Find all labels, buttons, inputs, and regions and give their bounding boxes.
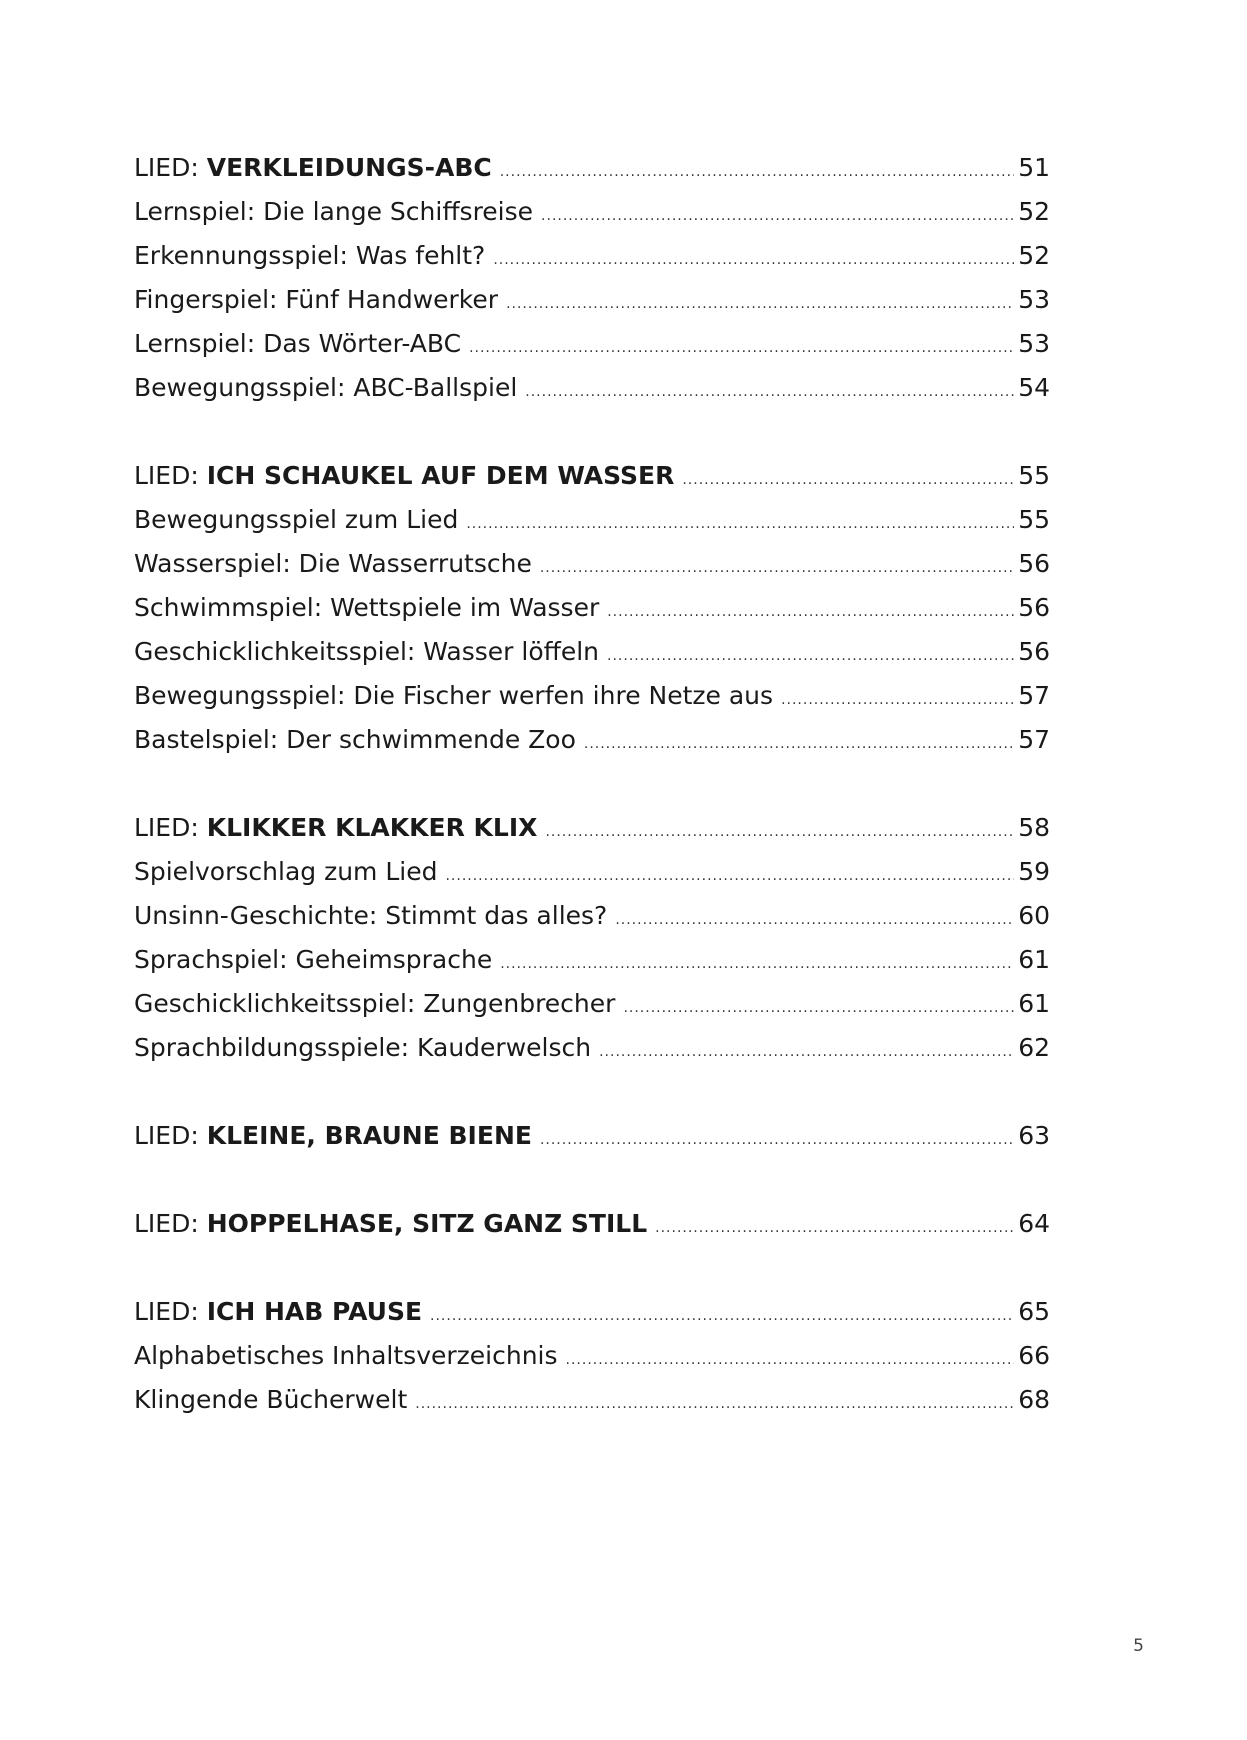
toc-entry-title: Fingerspiel: Fünf Handwerker xyxy=(134,285,499,314)
toc-page-number: 60 xyxy=(1018,901,1050,930)
dot-leader xyxy=(493,238,1014,282)
toc-entry[interactable] xyxy=(134,190,1050,234)
toc-entry[interactable] xyxy=(134,278,1050,322)
toc-page-number: 56 xyxy=(1018,549,1050,578)
table-of-contents xyxy=(134,146,1050,1466)
toc-entry-title: Spielvorschlag zum Lied xyxy=(134,857,438,886)
toc-page-number: 51 xyxy=(1018,153,1050,182)
toc-page-number: 63 xyxy=(1018,1121,1050,1150)
toc-entry[interactable] xyxy=(134,938,1050,982)
toc-song-entry[interactable] xyxy=(134,1114,1050,1158)
toc-page-number: 66 xyxy=(1018,1341,1050,1370)
toc-song-entry[interactable] xyxy=(134,146,1050,190)
toc-section xyxy=(134,806,1050,1070)
toc-page-number: 68 xyxy=(1018,1385,1050,1414)
dot-leader xyxy=(781,678,1014,722)
dot-leader xyxy=(584,722,1014,766)
toc-entry-title: Sprachbildungsspiele: Kauderwelsch xyxy=(134,1033,592,1062)
toc-entry[interactable] xyxy=(134,850,1050,894)
toc-section xyxy=(134,1290,1050,1422)
toc-page-number: 64 xyxy=(1018,1209,1050,1238)
toc-section xyxy=(134,1114,1050,1158)
toc-entry[interactable] xyxy=(134,1026,1050,1070)
toc-entry-title: Wasserspiel: Die Wasserrutsche xyxy=(134,549,532,578)
dot-leader xyxy=(599,1030,1014,1074)
toc-page-number: 55 xyxy=(1018,461,1050,490)
toc-page-number: 53 xyxy=(1018,285,1050,314)
toc-entry-title: Lernspiel: Das Wörter-ABC xyxy=(134,329,462,358)
dot-leader xyxy=(525,370,1014,414)
toc-page-number: 52 xyxy=(1018,197,1050,226)
dot-leader xyxy=(607,590,1014,634)
toc-entry[interactable] xyxy=(134,234,1050,278)
toc-section xyxy=(134,1202,1050,1246)
toc-entry-title: Geschicklichkeitsspiel: Wasser löffeln xyxy=(134,637,600,666)
toc-page-number: 58 xyxy=(1018,813,1050,842)
toc-section xyxy=(134,454,1050,762)
toc-entry-title: Bewegungsspiel: ABC-Ballspiel xyxy=(134,373,518,402)
dot-leader xyxy=(415,1382,1014,1426)
toc-entry[interactable] xyxy=(134,674,1050,718)
toc-entry-title: Schwimmspiel: Wettspiele im Wasser xyxy=(134,593,600,622)
toc-entry-title: Unsinn-Geschichte: Stimmt das alles? xyxy=(134,901,608,930)
toc-entry[interactable] xyxy=(134,542,1050,586)
toc-entry-title: Erkennungsspiel: Was fehlt? xyxy=(134,241,486,270)
toc-entry[interactable] xyxy=(134,322,1050,366)
toc-page-number: 61 xyxy=(1018,989,1050,1018)
toc-entry[interactable] xyxy=(134,982,1050,1026)
dot-leader xyxy=(506,282,1014,326)
toc-song-title: LIED: ICH HAB PAUSE xyxy=(134,1297,423,1326)
dot-leader xyxy=(469,326,1014,370)
toc-entry[interactable] xyxy=(134,1378,1050,1422)
toc-page-number: 56 xyxy=(1018,637,1050,666)
dot-leader xyxy=(466,502,1014,546)
toc-song-title: LIED: KLIKKER KLAKKER KLIX xyxy=(134,813,538,842)
toc-entry-title: Sprachspiel: Geheimsprache xyxy=(134,945,493,974)
toc-entry[interactable] xyxy=(134,630,1050,674)
toc-song-title: LIED: ICH SCHAUKEL AUF DEM WASSER xyxy=(134,461,675,490)
dot-leader xyxy=(430,1294,1014,1338)
dot-leader xyxy=(541,194,1014,238)
dot-leader xyxy=(623,986,1014,1030)
dot-leader xyxy=(615,898,1014,942)
dot-leader xyxy=(500,942,1014,986)
toc-entry[interactable] xyxy=(134,718,1050,762)
dot-leader xyxy=(655,1206,1014,1250)
toc-page-number: 53 xyxy=(1018,329,1050,358)
dot-leader xyxy=(445,854,1014,898)
toc-entry[interactable] xyxy=(134,894,1050,938)
dot-leader xyxy=(540,1118,1014,1162)
toc-entry[interactable] xyxy=(134,1334,1050,1378)
toc-entry-title: Bastelspiel: Der schwimmende Zoo xyxy=(134,725,576,754)
toc-page-number: 59 xyxy=(1018,857,1050,886)
toc-entry[interactable] xyxy=(134,586,1050,630)
dot-leader xyxy=(540,546,1014,590)
toc-song-entry[interactable] xyxy=(134,806,1050,850)
toc-song-entry[interactable] xyxy=(134,1290,1050,1334)
toc-entry-title: Klingende Bücherwelt xyxy=(134,1385,408,1414)
toc-page-number: 52 xyxy=(1018,241,1050,270)
toc-entry-title: Geschicklichkeitsspiel: Zungenbrecher xyxy=(134,989,616,1018)
toc-song-entry[interactable] xyxy=(134,454,1050,498)
toc-entry-title: Bewegungsspiel: Die Fischer werfen ihre Netze aus xyxy=(134,681,774,710)
toc-entry-title: Bewegungsspiel zum Lied xyxy=(134,505,459,534)
dot-leader xyxy=(545,810,1014,854)
toc-page-number: 62 xyxy=(1018,1033,1050,1062)
toc-entry[interactable] xyxy=(134,366,1050,410)
toc-page-number: 57 xyxy=(1018,725,1050,754)
toc-song-entry[interactable] xyxy=(134,1202,1050,1246)
toc-page-number: 57 xyxy=(1018,681,1050,710)
dot-leader xyxy=(500,150,1014,194)
toc-song-title: LIED: VERKLEIDUNGS-ABC xyxy=(134,153,492,182)
dot-leader xyxy=(682,458,1014,502)
toc-entry[interactable] xyxy=(134,498,1050,542)
page-number: 5 xyxy=(1133,1636,1144,1656)
toc-page-number: 55 xyxy=(1018,505,1050,534)
dot-leader xyxy=(607,634,1014,678)
toc-entry-title: Lernspiel: Die lange Schiffsreise xyxy=(134,197,534,226)
toc-song-title: LIED: KLEINE, BRAUNE BIENE xyxy=(134,1121,532,1150)
toc-page-number: 61 xyxy=(1018,945,1050,974)
toc-section xyxy=(134,146,1050,410)
toc-page-number: 65 xyxy=(1018,1297,1050,1326)
toc-page-number: 56 xyxy=(1018,593,1050,622)
toc-song-title: LIED: HOPPELHASE, SITZ GANZ STILL xyxy=(134,1209,648,1238)
dot-leader xyxy=(566,1338,1015,1382)
toc-entry-title: Alphabetisches Inhaltsverzeichnis xyxy=(134,1341,558,1370)
toc-page-number: 54 xyxy=(1018,373,1050,402)
